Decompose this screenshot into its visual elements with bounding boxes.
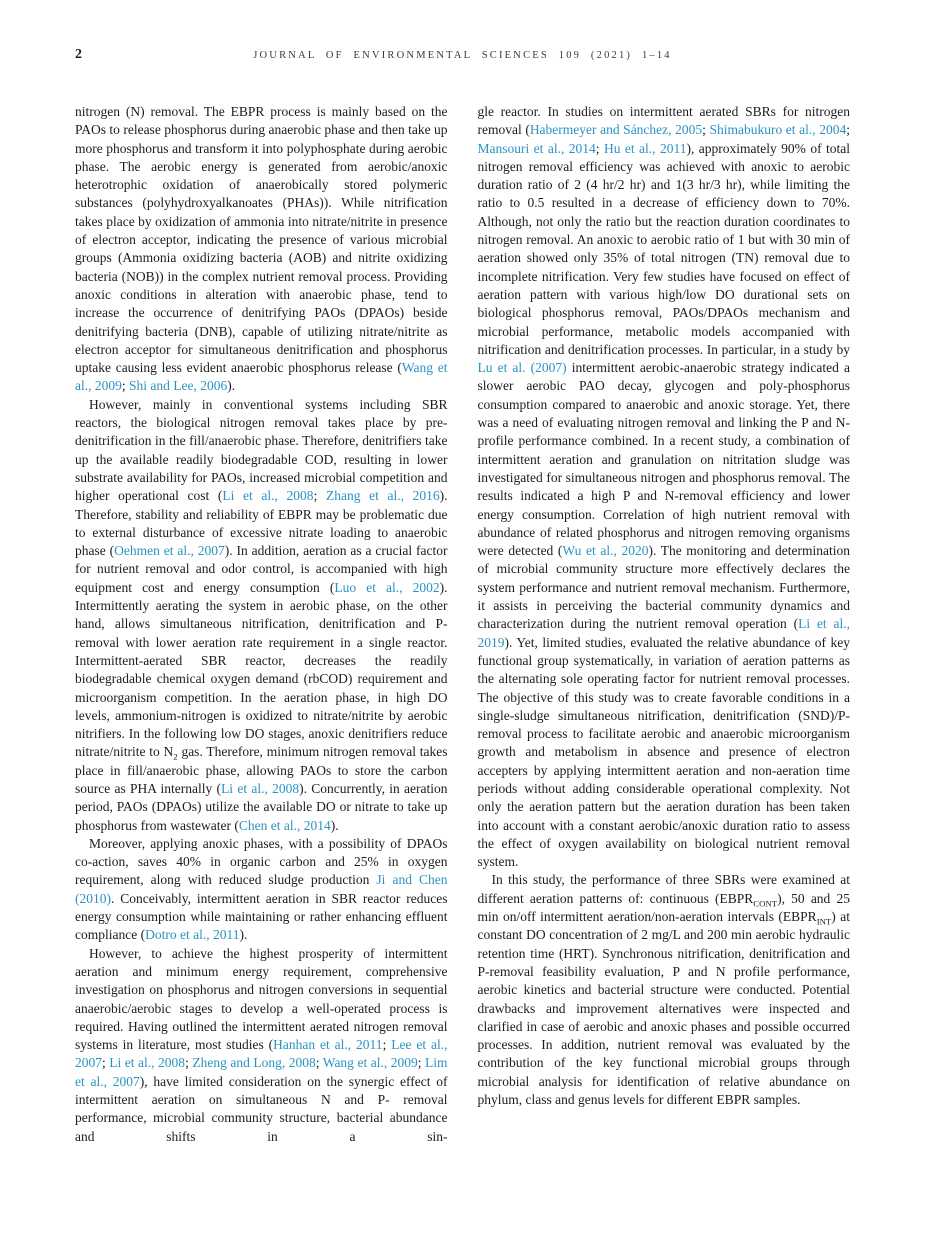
- citation-link[interactable]: Li et al., 2019: [477, 616, 851, 650]
- article-body: [75, 103, 850, 1146]
- citation-link[interactable]: Wang et al., 2009: [75, 360, 448, 394]
- citation-link[interactable]: Shi and Lee, 2006: [129, 378, 228, 394]
- citation-link[interactable]: Wu et al., 2020: [562, 543, 649, 559]
- citation-link[interactable]: Oehmen et al., 2007: [114, 543, 225, 559]
- citation-link[interactable]: Zheng and Long, 2008: [192, 1055, 316, 1071]
- citation-link[interactable]: Luo et al., 2002: [334, 579, 440, 595]
- citation-link[interactable]: Ji and Chen (2010): [75, 872, 448, 906]
- subscript-text: INT: [816, 916, 832, 927]
- paragraph: However, to achieve the highest prosperity of intermittent aeration and minimum energy requirement, comprehensive investigation on phosphorus and nitrogen conversions in sequential anaerobic/aerobic stages to develop a well-operated process is required. Having outlined the intermittent aerated nitrogen removal systems in literature, most studies (Hanhan et al., 2011; Lee et al., 2007; Li et al., 2008; Zheng and Long, 2008; Wang et al., 2009; Lim et al., 2007), have limited consideration on the synergic effect of intermittent aeration on simultaneous N and P- removal performance, microbial community structure, bacterial abundance and shifts in a sin-: [75, 945, 448, 1144]
- citation-link[interactable]: Hu et al., 2011: [603, 140, 687, 156]
- citation-link[interactable]: Lim et al., 2007: [75, 1055, 448, 1089]
- citation-link[interactable]: Zhang et al., 2016: [325, 488, 440, 504]
- right-column: [478, 103, 851, 1146]
- paragraph: nitrogen (N) removal. The EBPR process is mainly based on the PAOs to release phosphorus during anaerobic phase and then take up more phosphorus and transform it into polyphosphate during aerobic phase. The aerobic energy is generated from aerobic/anoxic heterotrophic oxidation of anaerobically stored polymeric substances (polyhydroxyalkanoates (PHAs)). While nitrification takes place by oxidization of ammonia into nitrate/nitrite in presence of electron acceptor, indicating the presence of various microbial groups (Ammonia oxidizing bacteria (AOB) and nitrite oxidizing bacteria (NOB)) in the complex nutrient removal process. Providing anoxic conditions in alteration with anaerobic phase, tend to increase the occurrence of denitrifying PAOs (DPAOs) beside denitrifying bacteria (DNB), capable of utilizing nitrate/nitrite as electron acceptor for simultaneous denitrification and phosphorus uptake causing less evident anaerobic phosphorus release (Wang et al., 2009; Shi and Lee, 2006).: [75, 104, 448, 394]
- citation-link[interactable]: Li et al., 2008: [222, 488, 314, 504]
- subscript-text: 2: [173, 752, 178, 763]
- journal-header: [75, 47, 850, 67]
- paragraph: In this study, the performance of three SBRs were examined at different aeration patterns of: continuous $(EBPR_{CONT})$, 50 and 25 min on/off intermittent aeration/non-aeration intervals $(EBPR_{INT})$ at constant DO concentration of 2 mg/L and 200 min aerobic hydraulic retention time (HRT). Synchronous nitrification, denitrification and P-removal feasibility evaluation, P and N profile performance, aerobic kinetics and bacterial structure were conducted. Potential drawbacks and improvement alternatives were inspected and clarified in case of aerobic and anoxic phases and possible occurred processes. In addition, nutrient removal was evaluated by the contribution of the key functional microbial groups through microbial analysis for identification of relative abundance on phylum, class and genus levels for different EBPR samples.: [477, 872, 850, 1108]
- paragraph: However, mainly in conventional systems including SBR reactors, the biological nitrogen removal takes place by pre-denitrification in the fill/anaerobic phase. Therefore, denitrifiers take up the available readily biodegradable COD, resulting in lower substrate availability for PAOs, increased microbial competition and higher operational cost (Li et al., 2008; Zhang et al., 2016). Therefore, stability and reliability of EBPR may be problematic due to external disturbance of excessive nitrate loading to anaerobic phase (Oehmen et al., 2007). In addition, aeration as a crucial factor for nutrient removal and odor control, is accompanied with high equipment cost and energy consumption (Luo et al., 2002). Intermittently aerating the system in aerobic phase, on the other hand, allows simultaneous nitrification, denitrification and P-removal with lower aeration rate requirement in a single reactor. Intermittent-aerated SBR reactor, decreases the readily biodegradable chemical oxygen demand (rbCOD) requirement and microorganism competition. In the aeration phase, in high DO levels, ammonium-nitrogen is oxidized to nitrate/nitrite by aerobic nitrifiers. In the following low DO stages, anoxic denitrifiers reduce nitrate/nitrite to $N_2$ gas. Therefore, minimum nitrogen removal takes place in fill/anaerobic phase, allowing PAOs to store the carbon source as PHA internally (Li et al., 2008). Concurrently, in aeration period, PAOs (DPAOs) utilize the available DO or nitrate to take up phosphorus from wastewater (Chen et al., 2014).: [75, 396, 448, 833]
- citation-link[interactable]: Dotro et al., 2011: [145, 927, 240, 943]
- running-head: JOURNAL OF ENVIRONMENTAL SCIENCES 109 (2021) 1–14: [253, 50, 672, 61]
- citation-link[interactable]: Li et al., 2008: [221, 780, 300, 796]
- paragraph: Moreover, applying anoxic phases, with a possibility of DPAOs co-action, saves 40% in organic carbon and 25% in oxygen requirement, along with reduced sludge production Ji and Chen (2010). Conceivably, intermittent aeration in SBR reactor reduces energy consumption while maintaining or rather enhancing effluent compliance (Dotro et al., 2011).: [75, 835, 448, 943]
- citation-link[interactable]: Lu et al. (2007): [477, 360, 567, 376]
- paragraph: gle reactor. In studies on intermittent aerated SBRs for nitrogen removal (Habermeyer and Sánchez, 2005; Shimabukuro et al., 2004; Mansouri et al., 2014; Hu et al., 2011), approximately 90% of total nitrogen removal efficiency was achieved with anoxic to aerobic duration ratio of 2 (4 hr/2 hr) and 1(3 hr/3 hr), while limiting the ratio to 0.5 resulted in a decrease of efficiency down to 70%. Although, not only the ratio but the reaction duration coordinates to nitrogen removal. An anoxic to aerobic ratio of 1 but with 30 min of aeration showed only 35% of total nitrogen (TN) removal due to incomplete nitrification. Very few studies have focused on effect of aeration pattern with various high/low DO durational sets on biological phosphorus removal, PAOs/DPAOs mechanism and microbial performance, metabolic models accompanied with nitrification and denitrification processes. In particular, in a study by Lu et al. (2007) intermittent aerobic-anaerobic strategy indicated a slower aerobic PAO decay, glycogen and poly-phosphorus consumption compared to anaerobic and anoxic storage. Yet, there was a need of evaluating nitrogen removal and linking the P and N-profile performance combined. In a recent study, a combination of intermittent aeration and granulation on nitritation sludge was investigated for simultaneous nitrogen and phosphorus removal. The results indicated a high P and N-removal efficiency and lower energy consumption. Correlation of high nutrient removal with abundance of related phosphorus and nitrogen removing organisms were detected (Wu et al., 2020). The monitoring and determination of microbial community structure more effectively declares the system performance and nutrient removal mechanism. Furthermore, it assists in perceiving the bacterial community dynamics and characterization during the nutrient removal operation (Li et al., 2019). Yet, limited studies, evaluated the relative abundance of key functional group systematically, in variation of aeration patterns as the alternating sole operating factor for nutrient removal processes. The objective of this study was to create favorable conditions in a single-sludge simultaneous nitrification, denitrification (SND)/P-removal process to facilitate aerobic and anaerobic microorganism growth and metabolism in absence and presence of electron accepters by applying intermittent aeration and non-aeration time periods without adding considerable operational complexity. Not only the aeration pattern but the aeration duration has been taken into account with a constant aerobic/anoxic duration ratio to assess the effect of oxygen availability on biological nutrient removal system.: [477, 104, 851, 870]
- left-column: [75, 103, 448, 1146]
- citation-link[interactable]: Li et al., 2008: [109, 1055, 186, 1071]
- page-number: 2: [75, 47, 82, 62]
- citation-link[interactable]: Mansouri et al., 2014: [477, 140, 596, 156]
- citation-link[interactable]: Chen et al., 2014: [238, 817, 331, 833]
- subscript-text: CONT: [753, 898, 778, 909]
- citation-link[interactable]: Lee et al., 2007: [75, 1037, 448, 1071]
- citation-link[interactable]: Shimabukuro et al., 2004: [709, 122, 847, 138]
- citation-link[interactable]: Hanhan et al., 2011: [273, 1037, 383, 1053]
- citation-link[interactable]: Habermeyer and Sánchez, 2005: [529, 122, 703, 138]
- citation-link[interactable]: Wang et al., 2009: [322, 1055, 418, 1071]
